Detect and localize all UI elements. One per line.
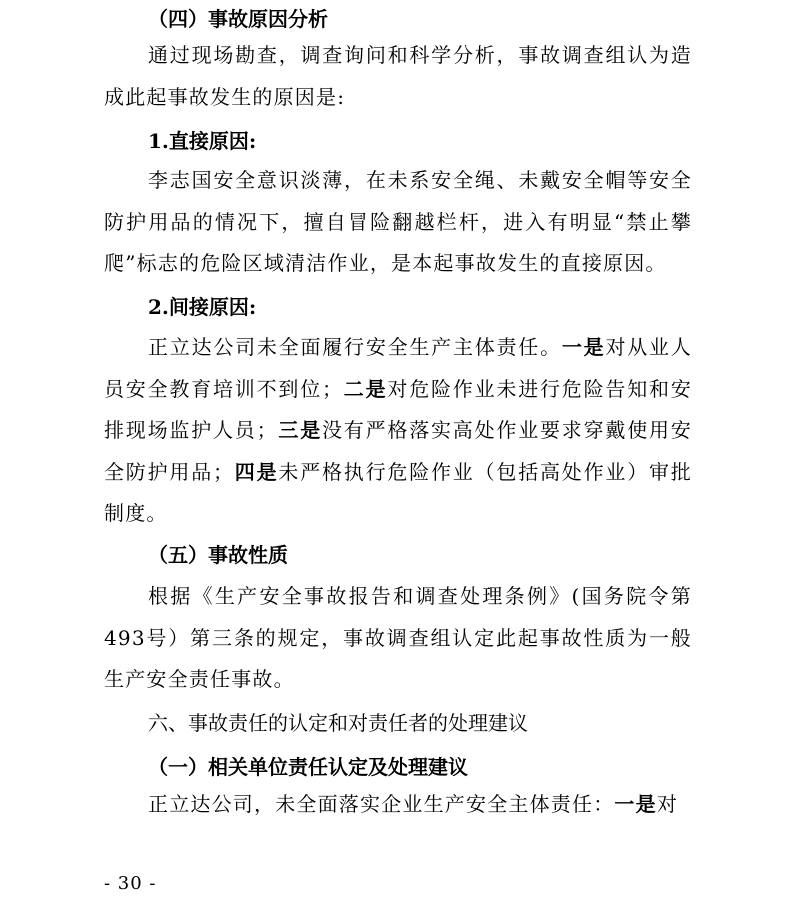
s6-1-text-2: 对 (656, 792, 679, 816)
section-6-1-title: （一）相关单位责任认定及处理建议 (148, 755, 468, 779)
section-6-title: 六、事故责任的认定和对责任者的处理建议 (148, 711, 528, 735)
keyword-fourth: 四是 (234, 459, 279, 484)
indirect-text-2: 对从业人员安全教育培训不到位； (104, 335, 692, 401)
direct-cause-title: 1.直接原因: (148, 129, 257, 153)
section-4-title: （四）事故原因分析 (148, 7, 328, 31)
s6-1-text-1: 正立达公司，未全面落实企业生产安全主体责任： (148, 792, 615, 816)
indirect-text-1: 正立达公司未全面履行安全生产主体责任。 (148, 335, 562, 359)
section-6-1-text (104, 784, 692, 826)
section-5-text: 根据《生产安全事故报告和调查处理条例》(国务院令第493号）第三条的规定，事故调查组认定此起事故性质为一般生产安全责任事故。 (104, 584, 692, 691)
keyword-third: 三是 (277, 418, 322, 442)
indirect-cause-text (104, 327, 692, 535)
page-number: - 30 - (104, 873, 157, 894)
keyword-second: 二是 (343, 376, 388, 401)
indirect-text-3: 对危险作业未进行危险告知和安排现场监护人员； (104, 376, 692, 442)
section-4-intro: 通过现场勘查，调查询问和科学分析，事故调查组认为造成此起事故发生的原因是: (104, 43, 692, 109)
section-5-title: （五）事故性质 (148, 543, 288, 567)
keyword-first: 一是 (561, 335, 606, 359)
indirect-text-4: 没有严格落实高处作业要求穿戴使用安全防护用品； (104, 418, 692, 484)
direct-cause-text: 李志国安全意识淡薄，在未系安全绳、未戴安全帽等安全防护用品的情况下，擅自冒险翻越栏杆，进入有明显“禁止攀爬”标志的危险区域清洁作业，是本起事故发生的直接原因。 (104, 168, 692, 275)
indirect-text-5: 未严格执行危险作业（包括高处作业）审批制度。 (104, 459, 692, 525)
s6-1-keyword-first: 一是 (614, 792, 657, 816)
indirect-cause-title: 2.间接原因: (148, 295, 257, 319)
